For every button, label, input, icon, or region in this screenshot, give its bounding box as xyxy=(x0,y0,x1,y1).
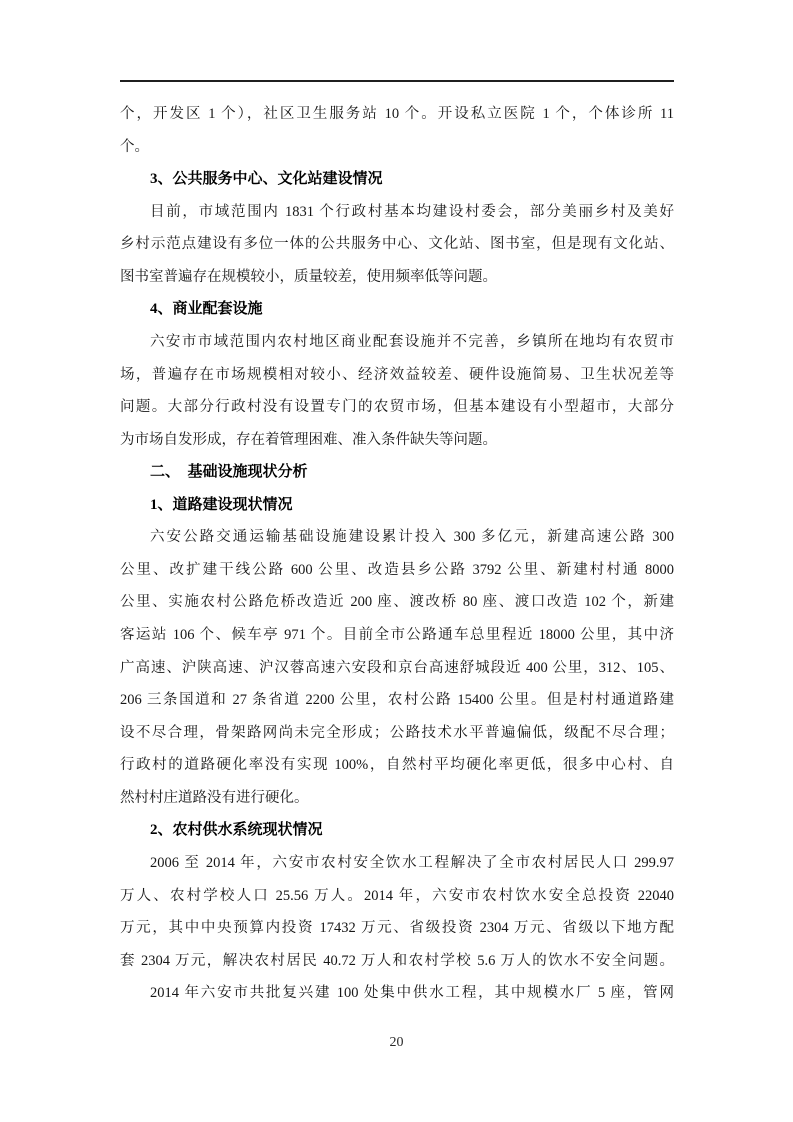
text-line: 图书室普遍存在规模较小，质量较差，使用频率低等问题。 xyxy=(120,268,497,285)
header-rule xyxy=(120,80,674,82)
text-line: 206 三条国道和 27 条省道 2200 公里，农村公路 15400 公里。但是村村通道路建 xyxy=(120,692,674,709)
text-line: 六安市市域范围内农村地区商业配套设施并不完善，乡镇所在地均有农贸市 xyxy=(150,333,674,350)
text-line: 2014 年六安市共批复兴建 100 处集中供水工程，其中规模水厂 5 座，管网 xyxy=(150,985,674,1002)
section-heading: 3、公共服务中心、文化站建设情况 xyxy=(150,171,383,188)
page-number: 20 xyxy=(389,1035,404,1050)
text-line: 客运站 106 个、候车亭 971 个。目前全市公路通车总里程近 18000 公里，其中济 xyxy=(120,627,674,643)
text-line: 公里、改扩建干线公路 600 公里、改造县乡公路 3792 公里、新建村村通 8000 xyxy=(120,561,674,578)
section-heading: 1、道路建设现状情况 xyxy=(150,496,293,513)
section-heading: 2、农村供水系统现状情况 xyxy=(150,822,323,839)
document-body xyxy=(120,98,674,1010)
text-line: 万人、农村学校人口 25.56 万人。2014 年，六安市农村饮水安全总投资 22040 xyxy=(120,887,674,904)
text-line: 万元，其中中央预算内投资 17432 万元、省级投资 2304 万元、省级以下地方配 xyxy=(120,920,674,937)
text-line: 乡村示范点建设有多位一体的公共服务中心、文化站、图书室，但是现有文化站、 xyxy=(120,236,674,253)
text-line: 个，开发区 1 个），社区卫生服务站 10 个。开设私立医院 1 个，个体诊所 11 xyxy=(120,106,674,122)
section-heading: 二、 基础设施现状分析 xyxy=(150,464,308,481)
text-line: 目前，市域范围内 1831 个行政村基本均建设村委会，部分美丽乡村及美好 xyxy=(150,203,674,220)
text-line: 场，普遍存在市场规模相对较小、经济效益较差、硬件设施简易、卫生状况差等 xyxy=(120,366,674,383)
text-line: 个。 xyxy=(120,138,149,155)
text-line: 然村村庄道路没有进行硬化。 xyxy=(120,789,309,806)
text-line: 公里、实施农村公路危桥改造近 200 座、渡改桥 80 座、渡口改造 102 个，新建 xyxy=(120,594,674,611)
section-heading: 4、商业配套设施 xyxy=(150,301,263,318)
text-line: 问题。大部分行政村没有设置专门的农贸市场，但基本建设有小型超市，大部分 xyxy=(120,399,674,416)
text-line: 为市场自发形成，存在着管理困难、准入条件缺失等问题。 xyxy=(120,431,497,448)
text-line: 行政村的道路硬化率没有实现 100%，自然村平均硬化率更低，很多中心村、自 xyxy=(120,757,674,774)
text-line: 套 2304 万元，解决农村居民 40.72 万人和农村学校 5.6 万人的饮水不安全问题。 xyxy=(120,952,674,969)
text-line: 六安公路交通运输基础设施建设累计投入 300 多亿元，新建高速公路 300 xyxy=(150,529,674,546)
text-line: 设不尽合理，骨架路网尚未完全形成；公路技术水平普遍偏低，级配不尽合理； xyxy=(120,724,674,741)
text-line: 2006 至 2014 年，六安市农村安全饮水工程解决了全市农村居民人口 299.97 xyxy=(150,854,674,871)
text-line: 广高速、沪陕高速、沪汉蓉高速六安段和京台高速舒城段近 400 公里，312、105、 xyxy=(120,659,674,676)
